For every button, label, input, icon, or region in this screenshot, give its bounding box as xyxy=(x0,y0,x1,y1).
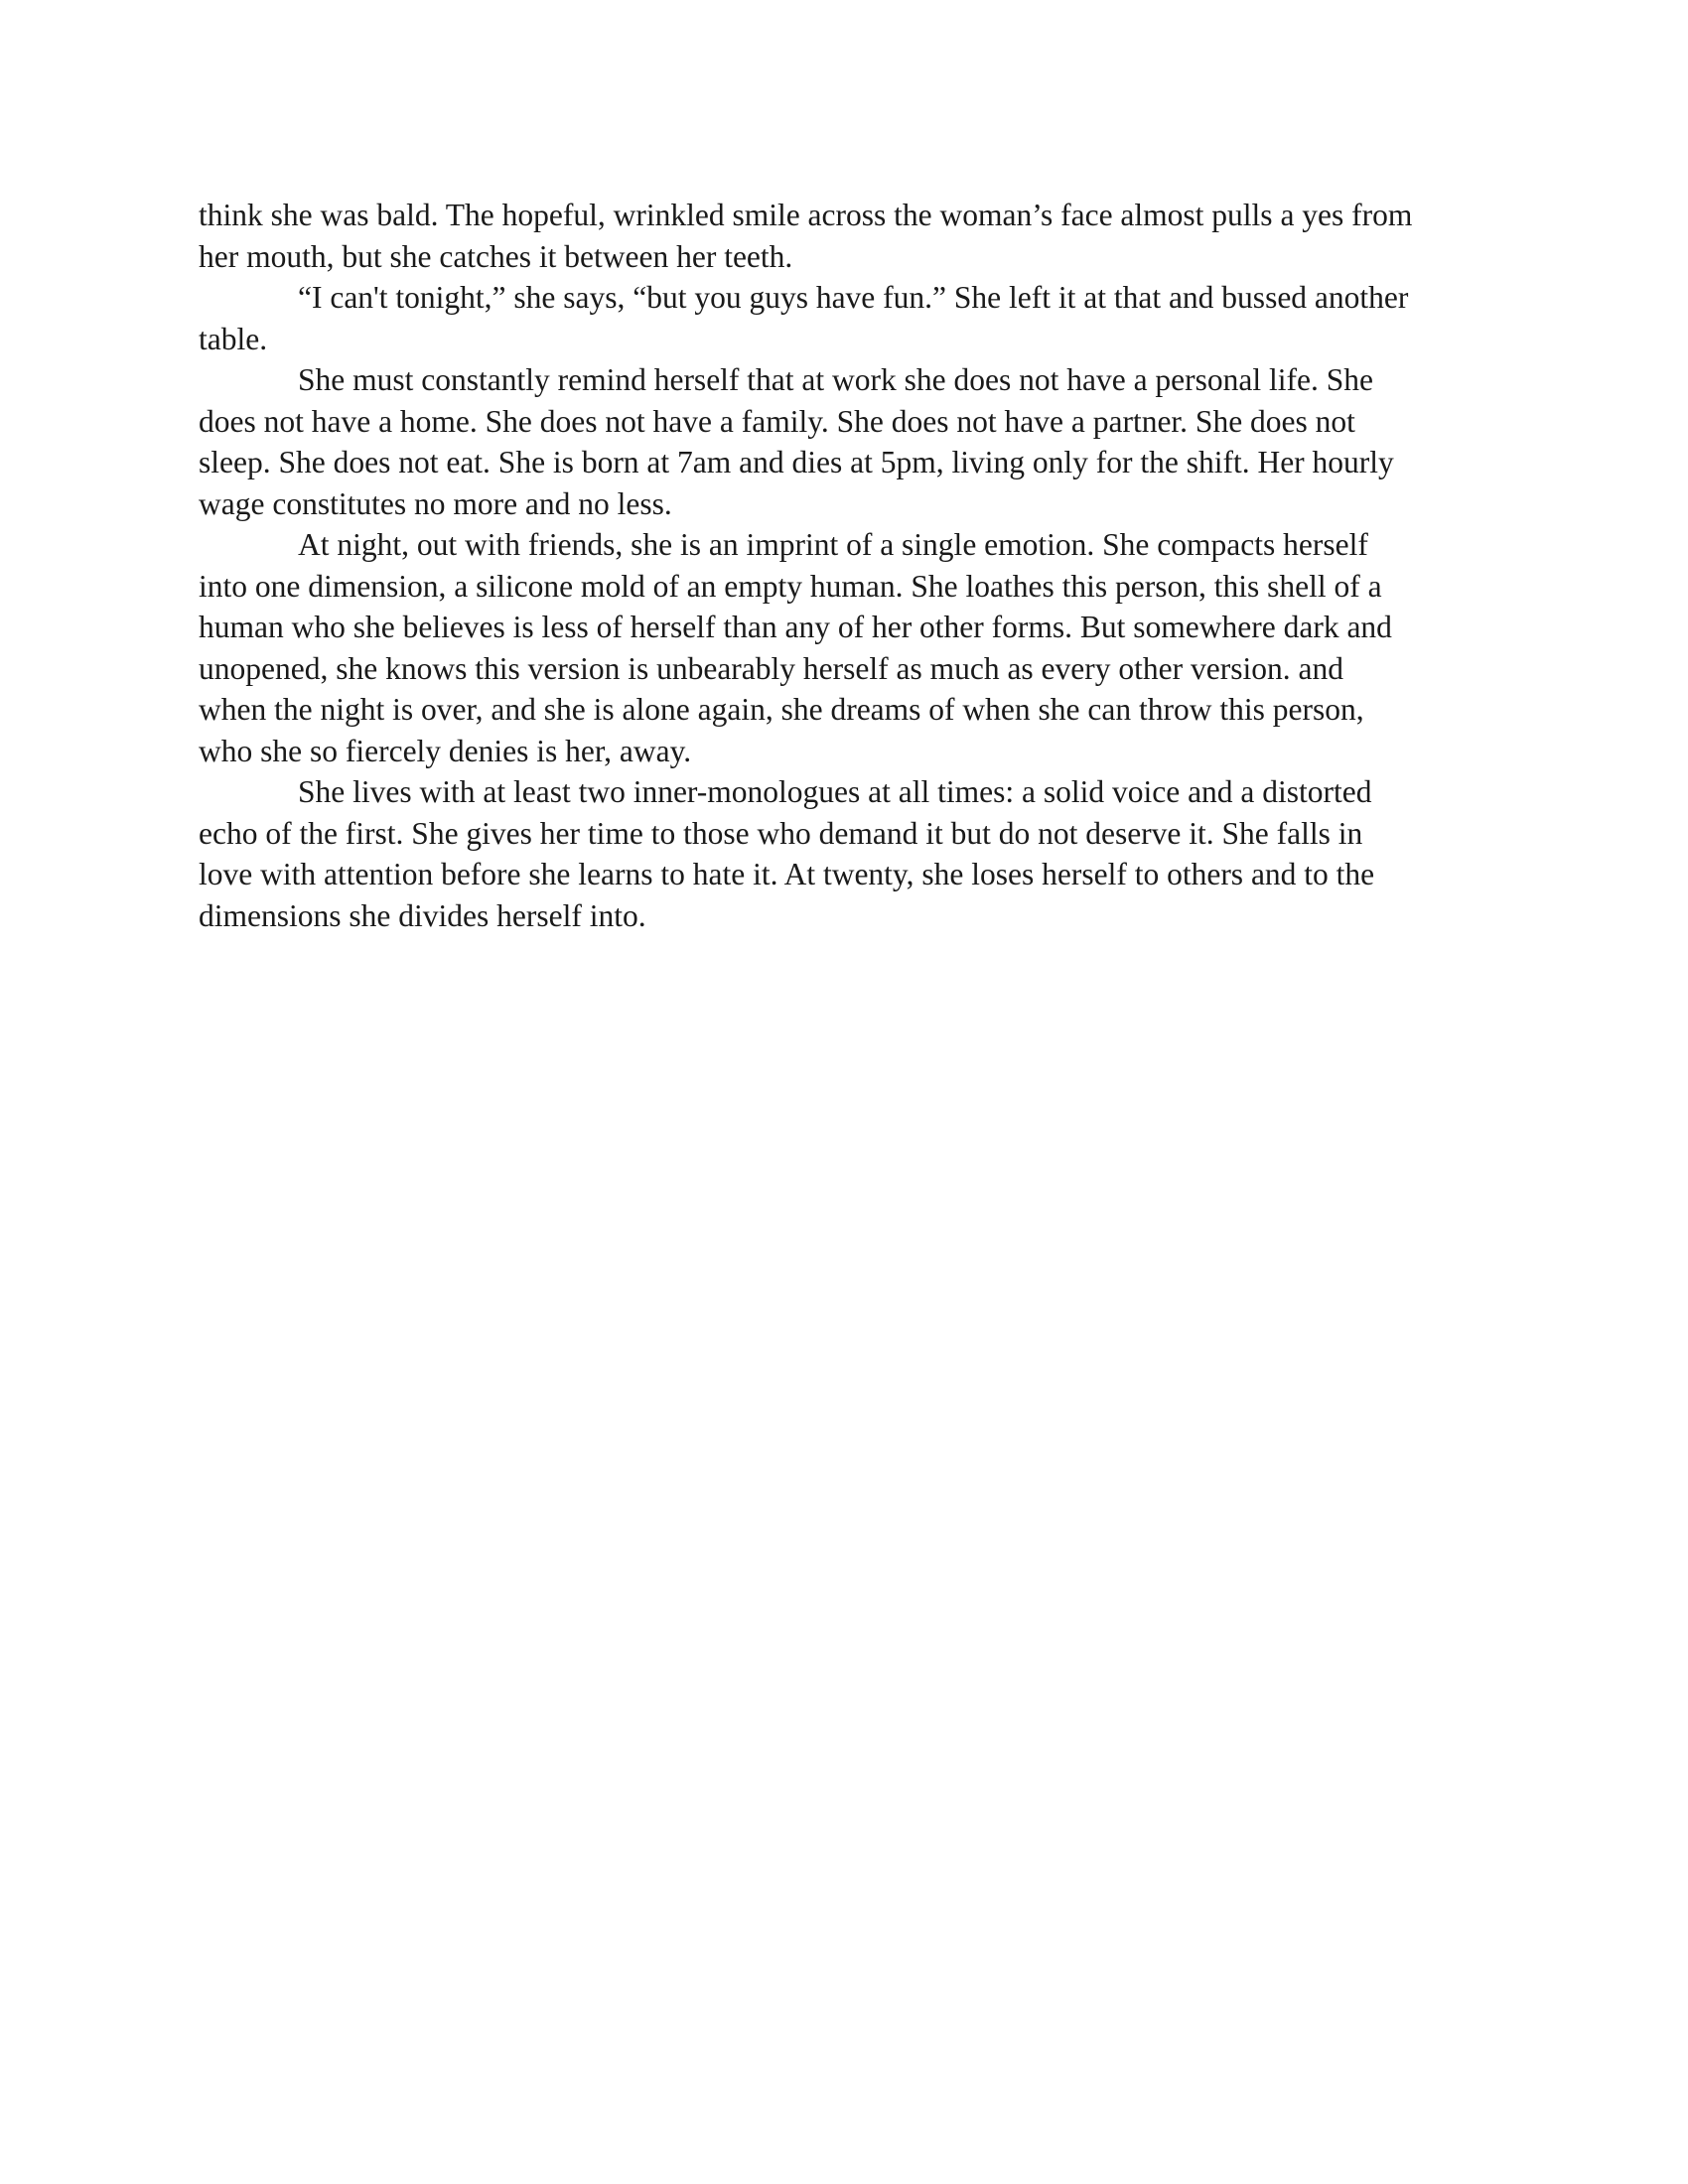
text-line: love with attention before she learns to hate it. At twenty, she loses herself to others and to the xyxy=(199,857,1375,891)
text-line: when the night is over, and she is alone again, she dreams of when she can throw this person, xyxy=(199,692,1364,727)
text-line: At night, out with friends, she is an imprint of a single emotion. She compacts herself xyxy=(298,527,1368,562)
paragraph xyxy=(199,524,1489,771)
text-line: sleep. She does not eat. She is born at 7am and dies at 5pm, living only for the shift. Her hourly xyxy=(199,445,1394,479)
text-line: human who she believes is less of herself than any of her other forms. But somewhere dark and xyxy=(199,610,1392,644)
paragraph xyxy=(199,195,1489,277)
text-line: echo of the first. She gives her time to those who demand it but do not deserve it. She falls in xyxy=(199,815,1363,851)
paragraph xyxy=(199,771,1489,936)
text-line: wage constitutes no more and no less. xyxy=(199,485,672,521)
paragraph xyxy=(199,277,1489,359)
text-line: think she was bald. The hopeful, wrinkled smile across the woman’s face almost pulls a yes from xyxy=(199,198,1413,232)
text-line: table. xyxy=(199,321,268,356)
body-text xyxy=(199,195,1489,936)
text-line: “I can't tonight,” she says, “but you guys have fun.” She left it at that and bussed another xyxy=(298,280,1409,315)
text-line: unopened, she knows this version is unbearably herself as much as every other version. and xyxy=(199,650,1343,686)
text-line: She must constantly remind herself that at work she does not have a personal life. She xyxy=(298,362,1373,397)
text-line: who she so fiercely denies is her, away. xyxy=(199,733,692,768)
text-line: her mouth, but she catches it between her teeth. xyxy=(199,238,793,274)
paragraph xyxy=(199,359,1489,524)
text-line: She lives with at least two inner-monologues at all times: a solid voice and a distorted xyxy=(298,774,1372,809)
text-line: into one dimension, a silicone mold of an empty human. She loathes this person, this shell of a xyxy=(199,568,1382,604)
text-line: does not have a home. She does not have a family. She does not have a partner. She does not xyxy=(199,403,1355,439)
text-line: dimensions she divides herself into. xyxy=(199,897,646,933)
